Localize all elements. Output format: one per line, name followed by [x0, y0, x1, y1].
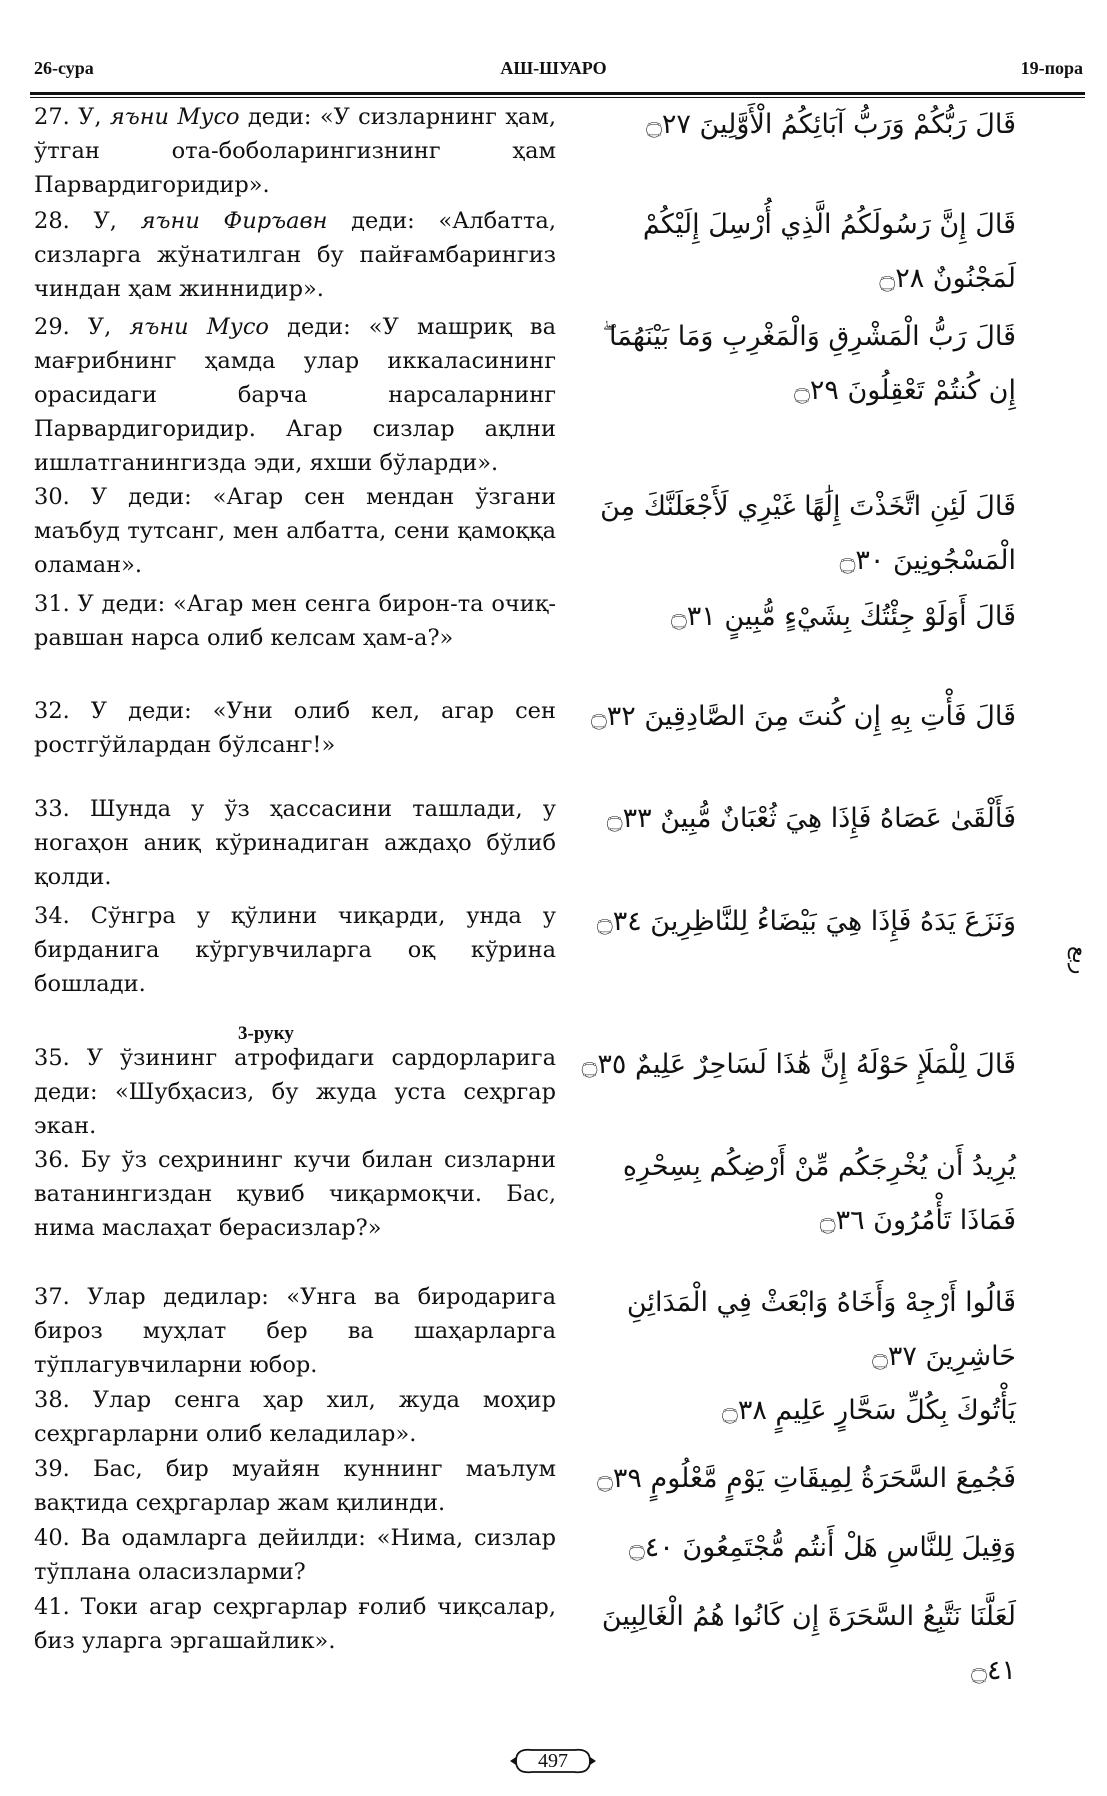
translation-gloss: яъни Мусо	[109, 104, 240, 130]
surah-label: 26-сура	[34, 58, 94, 78]
translation-verse-30: 30. У деди: «Агар сен мендан ўзгани маъбуд тутсанг, мен албатта, сени қамоққа оламан».	[34, 484, 556, 578]
translation-verse-37: 37. Улар дедилар: «Унга ва биродарига бироз муҳлат бер ва шаҳарларга тўплагувчиларни юбор.	[34, 1284, 556, 1378]
arabic-verse-33: فَأَلْقَىٰ عَصَاهُ فَإِذَا هِيَ ثُعْبَانٌ مُّبِينٌ ۝٣٣	[606, 803, 1016, 834]
page-number: 497	[538, 1750, 568, 1772]
translation-verse-35: 35. У ўзининг атрофидаги сардорларига деди: «Шубҳасиз, бу жуда уста сеҳргар экан.	[34, 1045, 556, 1139]
ruku-label: 3-руку	[238, 1023, 294, 1044]
arabic-verse-29: قَالَ رَبُّ الْمَشْرِقِ وَالْمَغْرِبِ وَمَا بَيْنَهُمَا ۖ إِن كُنتُمْ تَعْقِلُونَ ۝٢٩	[602, 321, 1016, 406]
translation-verse-31: 31. У деди: «Агар мен сенга бирон-та очиқ-равшан нарса олиб келсам ҳам-а?»	[34, 591, 556, 651]
arabic-verse-30: قَالَ لَئِنِ اتَّخَذْتَ إِلَٰهًا غَيْرِي لَأَجْعَلَنَّكَ مِنَ الْمَسْجُونِينَ ۝٣٠	[600, 491, 1016, 576]
translation-verse-29: 29. У, яъни Мусо деди: «У машриқ ва мағрибнинг ҳамда улар иккаласининг орасидаги барча нарсаларнинг Парвардигоридир. Агар сизлар ақлни ишлатганингизда эди, яхши бўларди».	[34, 314, 556, 476]
translation-verse-40: 40. Ва одамларга дейилди: «Нима, сизлар тўплана оласизларми?	[34, 1525, 556, 1585]
arabic-verse-38: يَأْتُوكَ بِكُلِّ سَحَّارٍ عَلِيمٍ ۝٣٨	[722, 1395, 1016, 1426]
translation-verse-34: 34. Сўнгра у қўлини чиқарди, унда у бирданига кўргувчиларга оқ кўрина бошлади.	[34, 903, 556, 997]
arabic-verse-41: لَعَلَّنَا نَتَّبِعُ السَّحَرَةَ إِن كَانُوا هُمُ الْغَالِبِينَ ۝٤١	[601, 1601, 1016, 1686]
arabic-verse-35: قَالَ لِلْمَلَإِ حَوْلَهُ إِنَّ هَٰذَا لَسَاحِرٌ عَلِيمٌ ۝٣٥	[581, 1049, 1016, 1080]
arabic-verse-37: قَالُوا أَرْجِهْ وَأَخَاهُ وَابْعَثْ فِي الْمَدَائِنِ حَاشِرِينَ ۝٣٧	[626, 1287, 1016, 1372]
translation-gloss: яъни Мусо	[129, 314, 269, 340]
translation-verse-39: 39. Бас, бир муайян куннинг маълум вақтида сеҳргарлар жам қилинди.	[34, 1456, 556, 1516]
translation-verse-38: 38. Улар сенга ҳар хил, жуда моҳир сеҳргарларни олиб келадилар».	[34, 1387, 556, 1447]
translation-verse-33: 33. Шунда у ўз ҳассасини ташлади, у ногаҳон аниқ кўринадиган аждаҳо бўлиб қолди.	[34, 796, 556, 890]
arabic-verse-28: قَالَ إِنَّ رَسُولَكُمُ الَّذِي أُرْسِلَ إِلَيْكُمْ لَمَجْنُونٌ ۝٢٨	[642, 209, 1016, 294]
arabic-verse-27: قَالَ رَبُّكُمْ وَرَبُّ آبَائِكُمُ الْأَوَّلِينَ ۝٢٧	[646, 109, 1016, 140]
arabic-verse-36: يُرِيدُ أَن يُخْرِجَكُم مِّنْ أَرْضِكُم بِسِحْرِهِ فَمَاذَا تَأْمُرُونَ ۝٣٦	[622, 1151, 1016, 1236]
header-rule	[30, 92, 1085, 95]
ruku-margin-mark: ربع	[1067, 946, 1092, 975]
arabic-verse-32: قَالَ فَأْتِ بِهِ إِن كُنتَ مِنَ الصَّادِقِينَ ۝٣٢	[590, 701, 1016, 732]
arabic-verse-34: وَنَزَعَ يَدَهُ فَإِذَا هِيَ بَيْضَاءُ لِلنَّاظِرِينَ ۝٣٤	[596, 906, 1016, 937]
juz-label: 19-пора	[1020, 58, 1083, 78]
translation-verse-36: 36. Бу ўз сеҳрининг кучи билан сизларни ватанингиздан қувиб чиқармоқчи. Бас, нима маслаҳат берасизлар?»	[34, 1147, 556, 1241]
translation-verse-32: 32. У деди: «Уни олиб кел, агар сен ростгўйлардан бўлсанг!»	[34, 698, 556, 758]
arabic-verse-31: قَالَ أَوَلَوْ جِئْتُكَ بِشَيْءٍ مُّبِينٍ ۝٣١	[670, 601, 1016, 632]
page-title: АШ-ШУАРО	[500, 58, 607, 78]
arabic-verse-40: وَقِيلَ لِلنَّاسِ هَلْ أَنتُم مُّجْتَمِعُونَ ۝٤٠	[628, 1532, 1016, 1563]
translation-verse-41: 41. Токи агар сеҳргарлар ғолиб чиқсалар, биз уларга эргашайлик».	[34, 1594, 556, 1654]
arabic-verse-39: فَجُمِعَ السَّحَرَةُ لِمِيقَاتِ يَوْمٍ مَّعْلُومٍ ۝٣٩	[597, 1463, 1016, 1494]
translation-gloss: яъни Фиръавн	[140, 208, 328, 234]
translation-verse-28: 28. У, яъни Фиръавн деди: «Албатта, сизларга жўнатилган бу пайғамбарингиз чиндан ҳам жиннидир».	[34, 208, 556, 302]
translation-verse-27: 27. У, яъни Мусо деди: «У сизларнинг ҳам, ўтган ота-боболарингизнинг ҳам Парвардигоридир».	[34, 104, 556, 198]
